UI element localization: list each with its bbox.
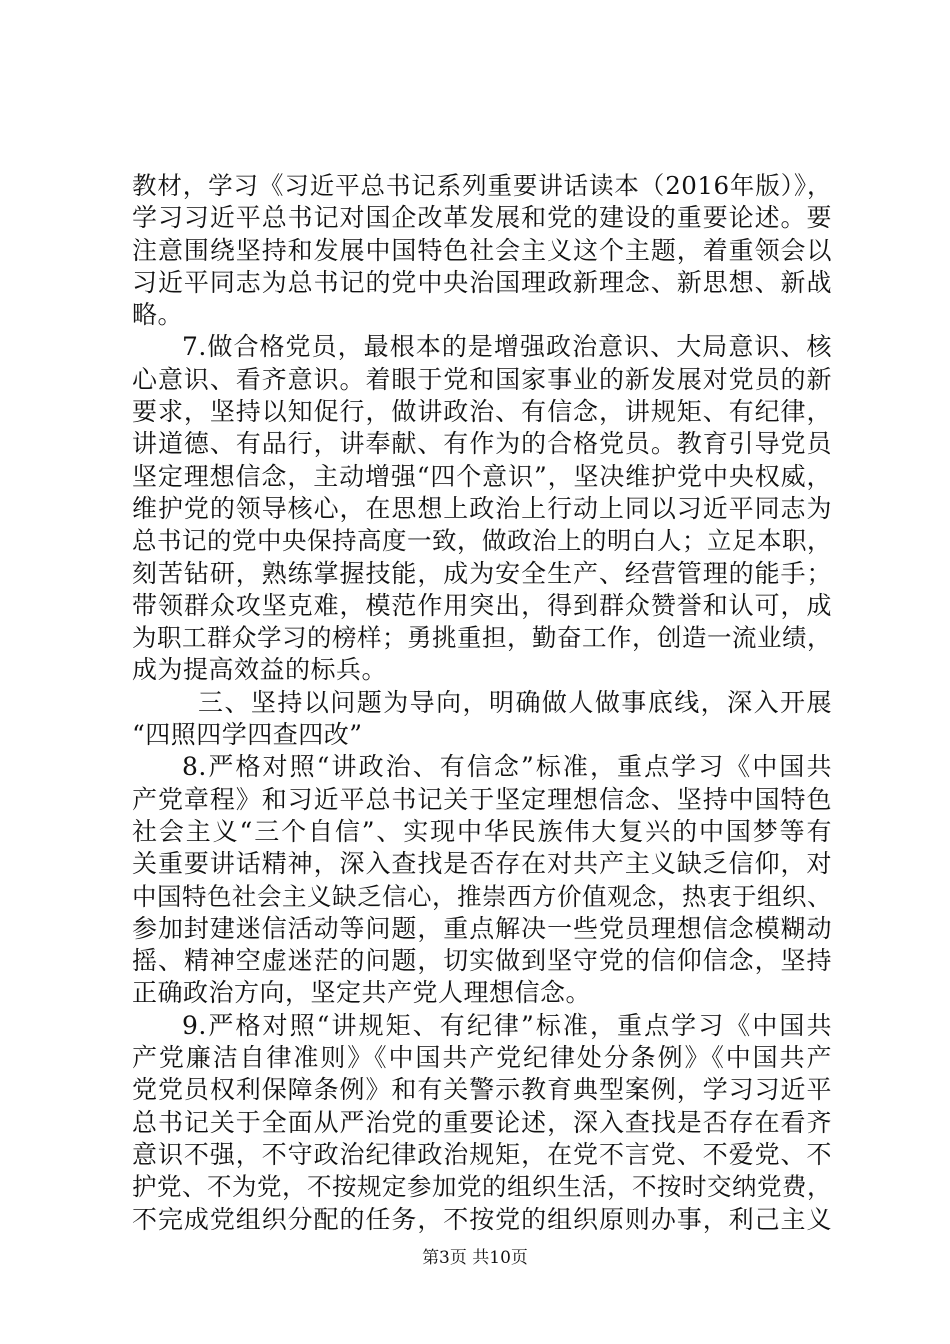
text-line: 社会主义“三个自信”、实现中华民族伟大复兴的中国梦等有 [132,816,832,846]
text-line: 总书记的党中央保持高度一致，做政治上的明白人；立足本职， [132,526,832,556]
page-footer: 第3页 共10页 [422,1248,528,1268]
text-line: 刻苦钻研，熟练掌握技能，成为安全生产、经营管理的能手； [132,558,832,588]
text-line: 教材，学习《习近平总书记系列重要讲话读本（2016年版）》， [132,171,832,200]
text-line: 意识不强，不守政治纪律政治规矩，在党不言党、不爱党、不 [132,1139,832,1169]
text-line: 关重要讲话精神，深入查找是否存在对共产主义缺乏信仰，对 [132,849,832,879]
text-line: 为职工群众学习的榜样；勇挑重担，勤奋工作，创造一流业绩， [132,623,832,653]
paragraph-7-first-line: 7.做合格党员，最根本的是增强政治意识、大局意识、核 [182,332,832,362]
text-line: 带领群众攻坚克难，模范作用突出，得到群众赞誉和认可，成 [132,590,832,620]
text-line: 产党章程》和习近平总书记关于坚定理想信念、坚持中国特色 [132,784,832,814]
text-line: 讲道德、有品行，讲奉献、有作为的合格党员。教育引导党员 [132,429,832,459]
text-line: 总书记关于全面从严治党的重要论述，深入查找是否存在看齐 [132,1107,832,1137]
text-line: 正确政治方向，坚定共产党人理想信念。 [132,978,592,1008]
text-line: 习近平同志为总书记的党中央治国理政新理念、新思想、新战 [132,267,832,297]
body-text [132,170,832,1236]
text-line: 要求，坚持以知促行，做讲政治、有信念，讲规矩、有纪律， [132,397,832,427]
text-line: 心意识、看齐意识。着眼于党和国家事业的新发展对党员的新 [132,364,832,394]
text-line: 不完成党组织分配的任务，不按党的组织原则办事，利己主义 [132,1204,832,1234]
paragraph-8-first-line: 8.严格对照“讲政治、有信念”标准，重点学习《中国共 [182,752,832,782]
text-line: 护党、不为党，不按规定参加党的组织生活，不按时交纳党费， [132,1172,832,1202]
text-line: 学习习近平总书记对国企改革发展和党的建设的重要论述。要 [132,203,832,233]
paragraph-9-first-line: 9.严格对照“讲规矩、有纪律”标准，重点学习《中国共 [182,1010,832,1040]
text-line: 坚定理想信念，主动增强“四个意识”，坚决维护党中央权威， [132,461,832,491]
text-line: 党党员权利保障条例》和有关警示教育典型案例，学习习近平 [132,1075,832,1105]
section-heading: 三、坚持以问题为导向，明确做人做事底线，深入开展 [198,687,832,717]
text-line: 注意围绕坚持和发展中国特色社会主义这个主题，着重领会以 [132,235,832,265]
text-line: 中国特色社会主义缺乏信心，推崇西方价值观念，热衷于组织、 [132,881,832,911]
section-heading-continued: “四照四学四查四改” [132,720,363,750]
text-line: 参加封建迷信活动等问题，重点解决一些党员理想信念模糊动 [132,913,832,943]
text-line: 维护党的领导核心，在思想上政治上行动上同以习近平同志为 [132,493,832,523]
text-line: 摇、精神空虚迷茫的问题，切实做到坚守党的信仰信念，坚持 [132,946,832,976]
text-line: 成为提高效益的标兵。 [132,655,388,685]
text-line: 产党廉洁自律准则》《中国共产党纪律处分条例》《中国共产 [132,1043,832,1073]
text-line: 略。 [132,300,184,330]
